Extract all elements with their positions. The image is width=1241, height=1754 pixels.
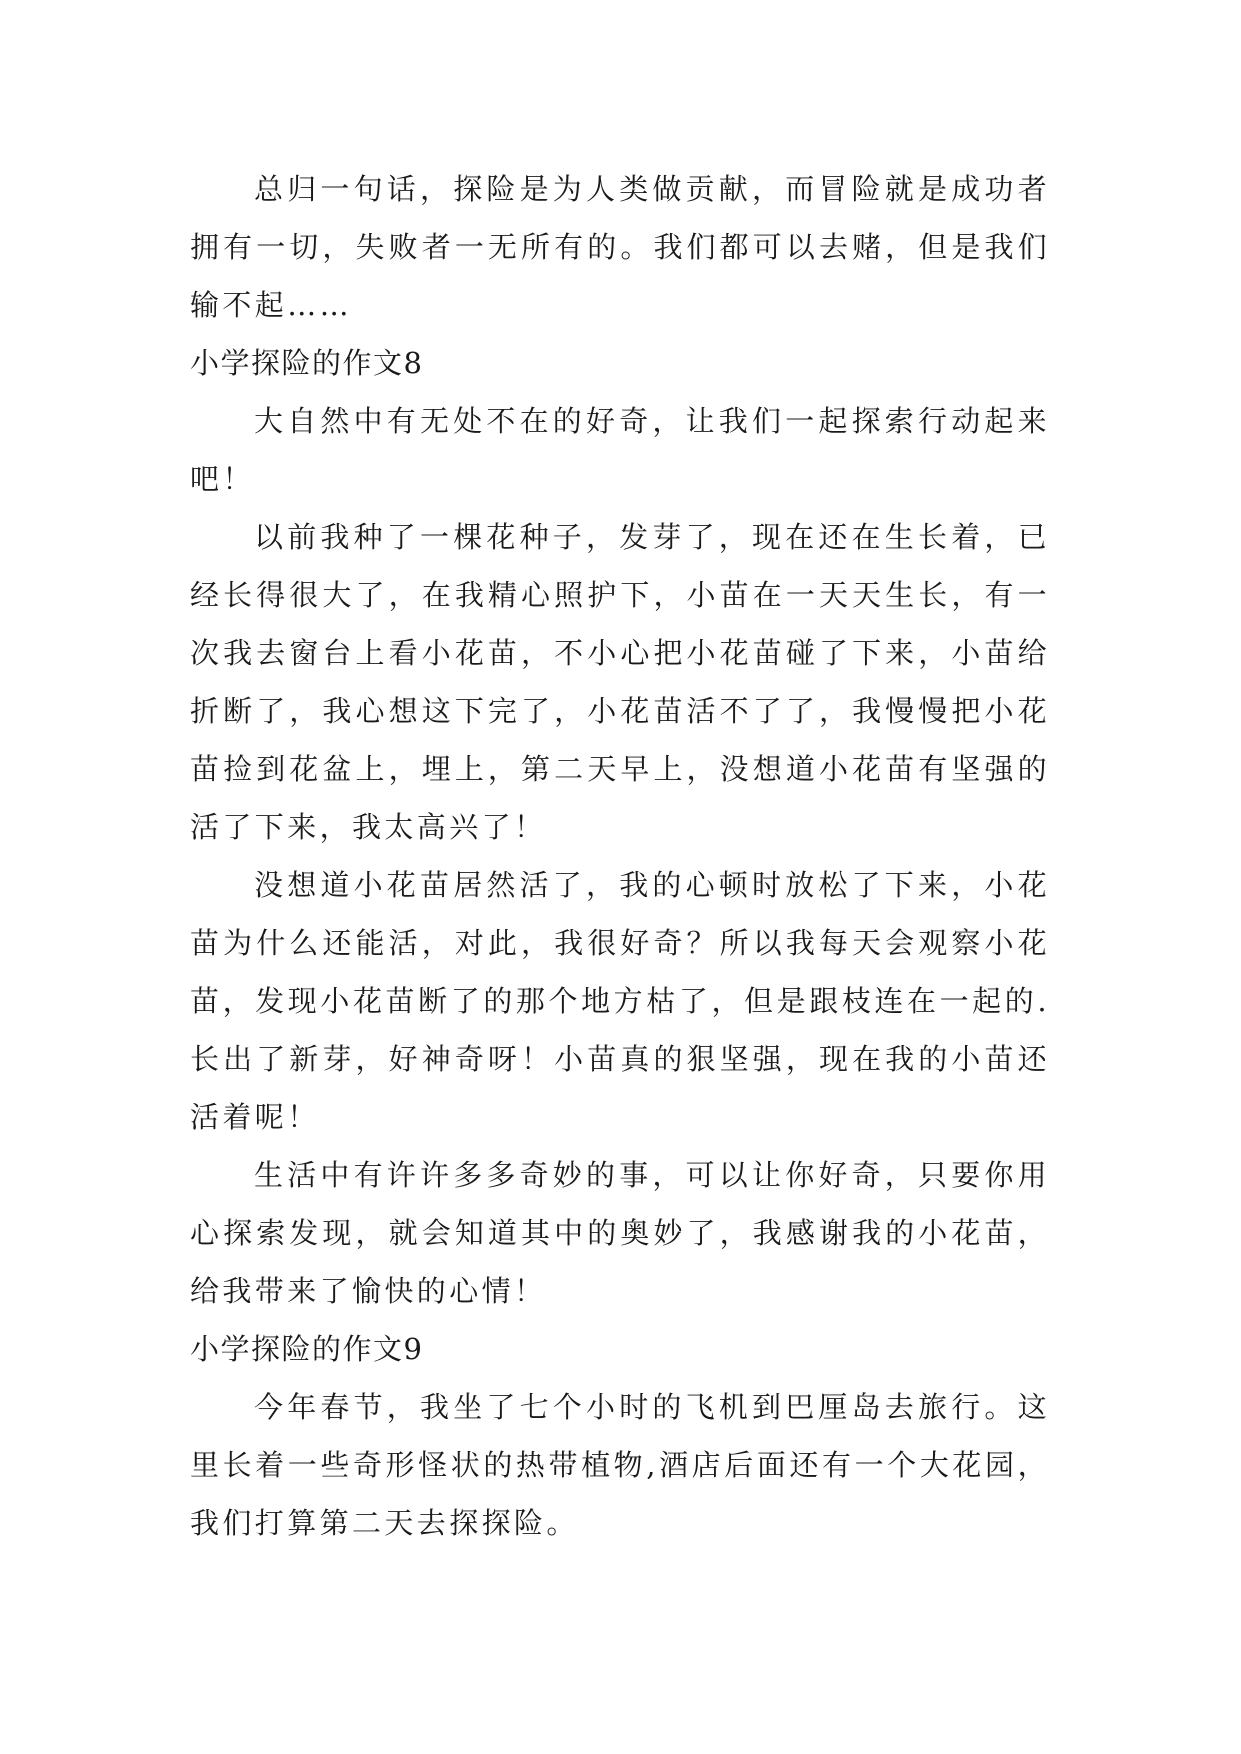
paragraph-flower-seed: 以前我种了一棵花种子，发芽了，现在还在生长着，已经长得很大了，在我精心照护下，小苗在一天天生长，有一次我去窗台上看小花苗，不小心把小花苗碰了下来，小苗给折断了，我心想这下完了，小花苗活不了了，我慢慢把小花苗捡到花盆上，埋上，第二天早上，没想道小花苗有坚强的活了下来，我太高兴了！ [190, 520, 1050, 844]
paragraph-conclusion: 生活中有许许多多奇妙的事，可以让你好奇，只要你用心探索发现，就会知道其中的奥妙了，我感谢我的小花苗，给我带来了愉快的心情！ [190, 1158, 1050, 1308]
section-title-essay-8: 小学探险的作文8 [190, 346, 424, 380]
document-page [190, 160, 1050, 1552]
paragraph-summary: 总归一句话，探险是为人类做贡献，而冒险就是成功者拥有一切，失败者一无所有的。我们都可以去赌，但是我们输不起…… [190, 172, 1050, 322]
paragraph-bali-trip: 今年春节，我坐了七个小时的飞机到巴厘岛去旅行。这里长着一些奇形怪状的热带植物,酒店后面还有一个大花园，我们打算第二天去探探险。 [190, 1390, 1050, 1540]
paragraph-flower-survived: 没想道小花苗居然活了，我的心顿时放松了下来，小花苗为什么还能活，对此，我很好奇？所以我每天会观察小花苗，发现小花苗断了的那个地方枯了，但是跟枝连在一起的.长出了新芽，好神奇呀！小苗真的狠坚强，现在我的小苗还活着呢！ [190, 868, 1050, 1134]
section-title-essay-9: 小学探险的作文9 [190, 1332, 424, 1366]
paragraph-nature-intro: 大自然中有无处不在的好奇，让我们一起探索行动起来吧！ [190, 404, 1050, 496]
